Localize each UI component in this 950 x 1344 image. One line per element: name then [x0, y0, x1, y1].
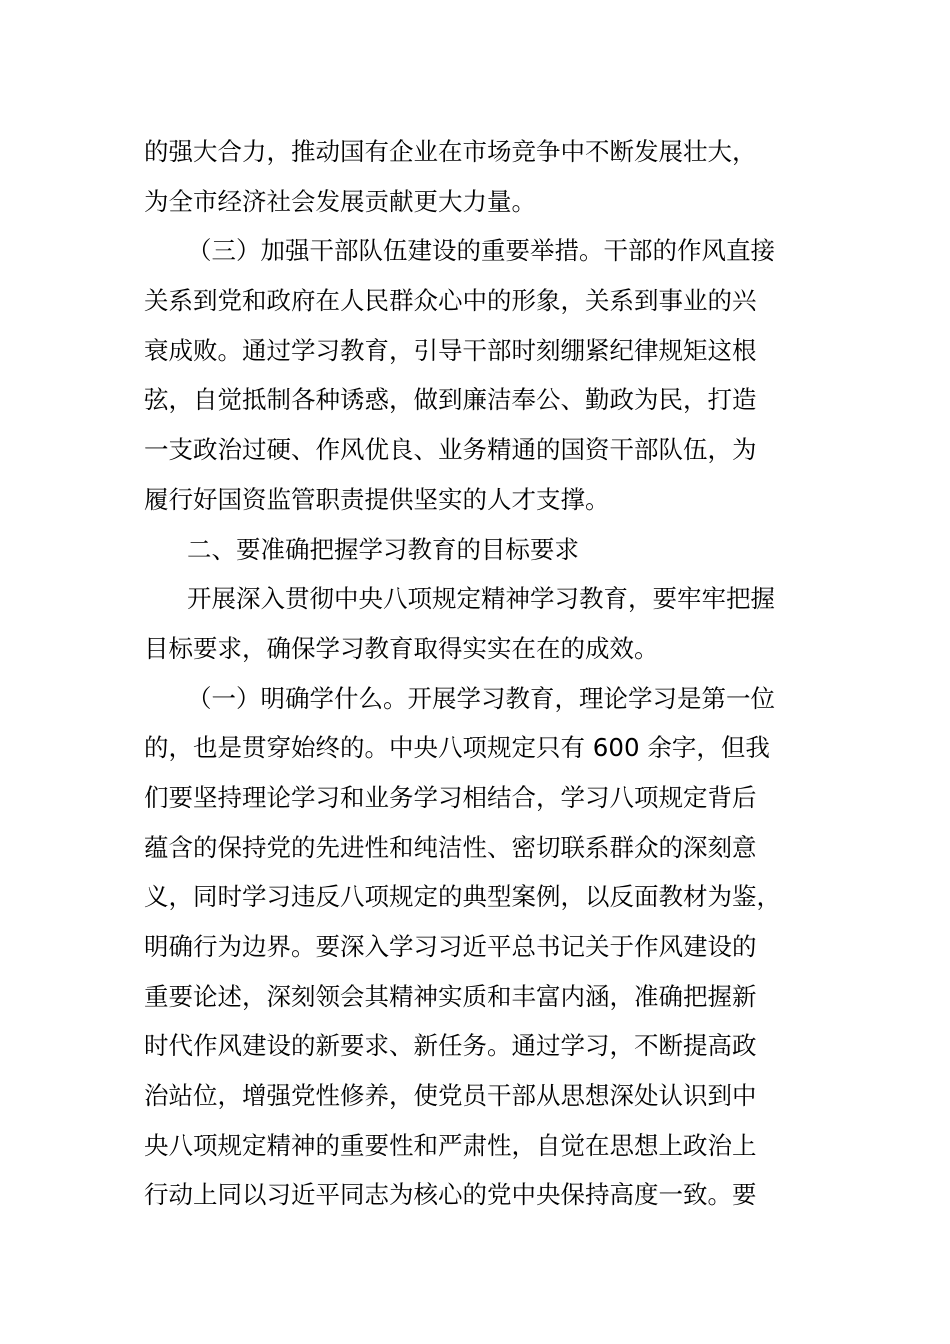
subsection-heading-3: （三）加强干部队伍建设的重要举措。干部的作风直接 [187, 236, 775, 266]
text-line: 目标要求，确保学习教育取得实实在在的成效。 [144, 633, 659, 663]
text-line: 开展深入贯彻中央八项规定精神学习教育，要牢牢把握 [187, 584, 775, 614]
section-heading-2: 二、要准确把握学习教育的目标要求 [187, 534, 579, 564]
text-line: 治站位，增强党性修养，使党员干部从思想深处认识到中 [144, 1081, 757, 1111]
subsection-heading-1: （一）明确学什么。开展学习教育，理论学习是第一位 [187, 683, 775, 713]
text-line: 们要坚持理论学习和业务学习相结合，学习八项规定背后 [144, 782, 757, 812]
text-line: 关系到党和政府在人民群众心中的形象，关系到事业的兴 [144, 286, 757, 316]
text-line: 履行好国资监管职责提供坚实的人才支撑。 [144, 484, 610, 514]
text-line: 的，也是贯穿始终的。中央八项规定只有 600 余字，但我 [144, 733, 770, 763]
text-line: 蕴含的保持党的先进性和纯洁性、密切联系群众的深刻意 [144, 832, 757, 862]
text-line: 为全市经济社会发展贡献更大力量。 [144, 186, 536, 216]
body-text [144, 127, 809, 1220]
text-line: 重要论述，深刻领会其精神实质和丰富内涵，准确把握新 [144, 981, 757, 1011]
text-line: 时代作风建设的新要求、新任务。通过学习，不断提高政 [144, 1031, 757, 1061]
text-line: 央八项规定精神的重要性和严肃性，自觉在思想上政治上 [144, 1130, 757, 1160]
text-line: 行动上同以习近平同志为核心的党中央保持高度一致。要 [144, 1180, 757, 1210]
text-line: 一支政治过硬、作风优良、业务精通的国资干部队伍，为 [144, 435, 757, 465]
text-line: 衰成败。通过学习教育，引导干部时刻绷紧纪律规矩这根 [144, 335, 757, 365]
text-line: 的强大合力，推动国有企业在市场竞争中不断发展壮大， [144, 137, 757, 166]
text-line: 明确行为边界。要深入学习习近平总书记关于作风建设的 [144, 932, 757, 961]
text-line: 弦，自觉抵制各种诱惑，做到廉洁奉公、勤政为民，打造 [144, 385, 757, 415]
text-line: 义，同时学习违反八项规定的典型案例，以反面教材为鉴， [144, 882, 781, 912]
